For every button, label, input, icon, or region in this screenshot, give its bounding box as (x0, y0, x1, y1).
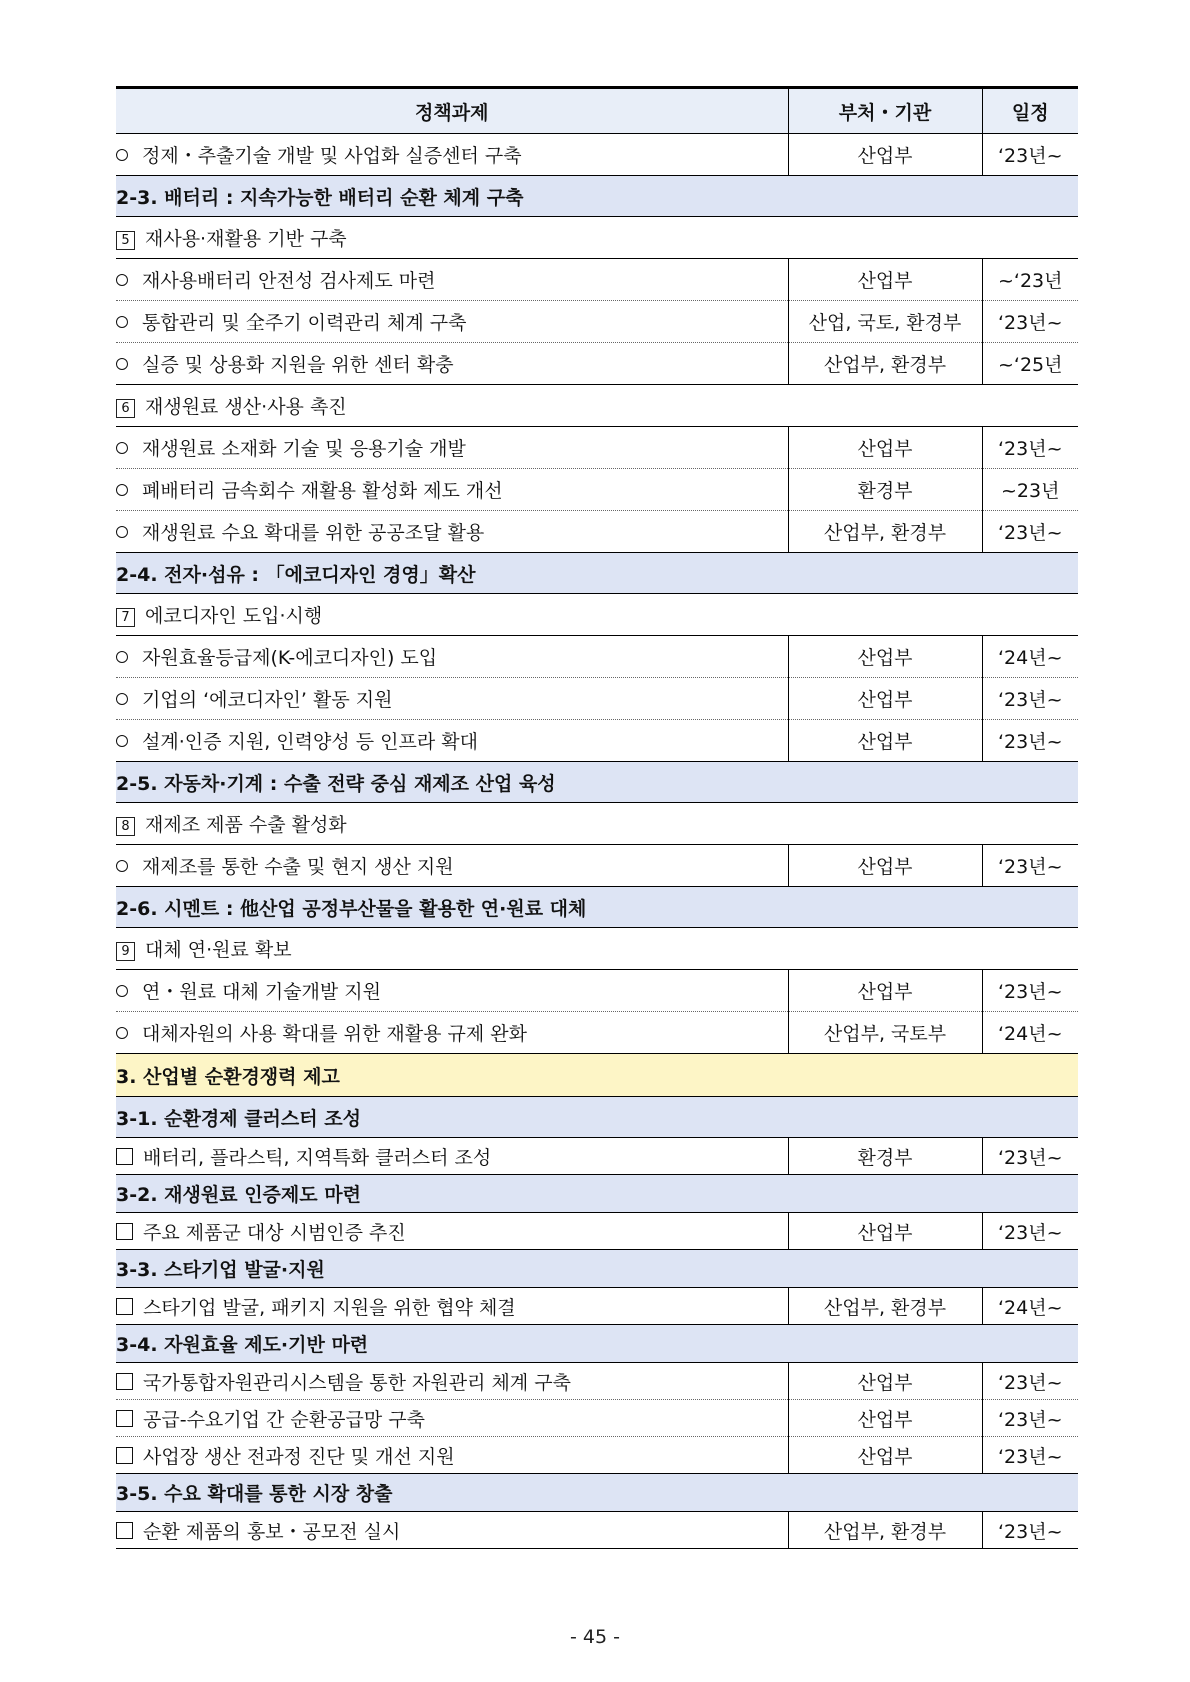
section-row (116, 553, 1078, 594)
schedule-cell: ‘24년~ (982, 636, 1078, 678)
task-text: 재사용배터리 안전성 검사제도 마련 (142, 270, 436, 292)
task-cell (116, 970, 788, 1012)
circle-bullet-icon (116, 693, 128, 705)
task-text: 순환 제품의 홍보・공모전 실시 (143, 1520, 401, 1543)
numbered-box-icon: 6 (116, 399, 135, 418)
circle-bullet-icon (116, 1027, 128, 1039)
numbered-box-icon: 8 (116, 817, 135, 836)
schedule-cell: ‘23년~ (982, 845, 1078, 887)
schedule-cell: ‘23년~ (982, 301, 1078, 343)
table-row (116, 1012, 1078, 1054)
table-row (116, 511, 1078, 553)
group-row (116, 928, 1078, 970)
header-schedule: 일정 (982, 88, 1078, 134)
agency-cell: 산업부, 환경부 (788, 343, 982, 385)
schedule-cell: ~‘23년 (982, 259, 1078, 301)
task-text: 배터리, 플라스틱, 지역특화 클러스터 조성 (143, 1146, 492, 1169)
task-cell (116, 1437, 788, 1474)
task-text: 자원효율등급제(K-에코디자인) 도입 (142, 647, 438, 669)
table-row (116, 1512, 1078, 1549)
agency-cell: 산업부 (788, 427, 982, 469)
agency-cell: 산업부 (788, 970, 982, 1012)
schedule-cell: ‘23년~ (982, 511, 1078, 553)
circle-bullet-icon (116, 358, 128, 370)
table-row (116, 970, 1078, 1012)
task-text: 연・원료 대체 기술개발 지원 (142, 981, 382, 1003)
agency-cell: 산업, 국토, 환경부 (788, 301, 982, 343)
task-text: 주요 제품군 대상 시범인증 추진 (143, 1221, 406, 1244)
section-row (116, 1250, 1078, 1288)
task-text: 통합관리 및 全주기 이력관리 체계 구축 (142, 312, 467, 334)
table-row (116, 636, 1078, 678)
table-row (116, 1400, 1078, 1437)
table-row (116, 678, 1078, 720)
task-cell (116, 720, 788, 762)
agency-cell: 산업부 (788, 134, 982, 176)
group-row (116, 803, 1078, 845)
agency-cell: 산업부 (788, 720, 982, 762)
section-title: 3-3. 스타기업 발굴·지원 (116, 1250, 1078, 1288)
task-cell (116, 1363, 788, 1400)
circle-bullet-icon (116, 316, 128, 328)
section-title: 3-1. 순환경제 클러스터 조성 (116, 1097, 1078, 1138)
task-cell (116, 259, 788, 301)
task-text: 스타기업 발굴, 패키지 지원을 위한 협약 체결 (143, 1296, 516, 1319)
numbered-box-icon: 7 (116, 608, 135, 627)
section-title: 2-3. 배터리 : 지속가능한 배터리 순환 체계 구축 (116, 176, 1078, 217)
checkbox-square-icon (116, 1522, 133, 1539)
schedule-cell: ‘23년~ (982, 1138, 1078, 1175)
task-text: 재생원료 수요 확대를 위한 공공조달 활용 (142, 522, 485, 544)
checkbox-square-icon (116, 1410, 133, 1427)
schedule-cell: ‘23년~ (982, 134, 1078, 176)
agency-cell: 산업부 (788, 259, 982, 301)
section-row (116, 887, 1078, 928)
table-row (116, 134, 1078, 176)
agency-cell: 산업부, 환경부 (788, 511, 982, 553)
section-title: 2-5. 자동차·기계 : 수출 전략 중심 재제조 산업 육성 (116, 762, 1078, 803)
table-row (116, 343, 1078, 385)
circle-bullet-icon (116, 442, 128, 454)
policy-task-table (116, 86, 1078, 1549)
circle-bullet-icon (116, 526, 128, 538)
circle-bullet-icon (116, 860, 128, 872)
group-label: 재사용·재활용 기반 구축 (145, 228, 347, 250)
task-cell (116, 134, 788, 176)
section-title: 2-6. 시멘트 : 他산업 공정부산물을 활용한 연·원료 대체 (116, 887, 1078, 928)
agency-cell: 산업부 (788, 678, 982, 720)
section-title: 3-2. 재생원료 인증제도 마련 (116, 1175, 1078, 1213)
table-row (116, 1288, 1078, 1325)
task-cell (116, 469, 788, 511)
table-row (116, 427, 1078, 469)
schedule-cell: ‘23년~ (982, 427, 1078, 469)
table-row (116, 259, 1078, 301)
task-text: 폐배터리 금속회수 재활용 활성화 제도 개선 (142, 480, 503, 502)
numbered-box-icon: 5 (116, 231, 135, 250)
circle-bullet-icon (116, 149, 128, 161)
section-title: 3-4. 자원효율 제도·기반 마련 (116, 1325, 1078, 1363)
schedule-cell: ~‘25년 (982, 343, 1078, 385)
task-text: 사업장 생산 전과정 진단 및 개선 지원 (143, 1445, 455, 1468)
task-text: 대체자원의 사용 확대를 위한 재활용 규제 완화 (142, 1023, 527, 1045)
agency-cell: 산업부 (788, 845, 982, 887)
agency-cell: 환경부 (788, 469, 982, 511)
table-header-row (116, 88, 1078, 134)
header-task: 정책과제 (116, 88, 788, 134)
checkbox-square-icon (116, 1223, 133, 1240)
task-cell (116, 845, 788, 887)
schedule-cell: ‘24년~ (982, 1012, 1078, 1054)
group-label: 대체 연·원료 확보 (145, 939, 292, 961)
agency-cell: 산업부 (788, 636, 982, 678)
circle-bullet-icon (116, 484, 128, 496)
section-row (116, 1474, 1078, 1512)
task-cell (116, 1012, 788, 1054)
section-row (116, 762, 1078, 803)
task-cell (116, 1288, 788, 1325)
task-text: 국가통합자원관리시스템을 통한 자원관리 체계 구축 (143, 1371, 571, 1394)
table-row (116, 1437, 1078, 1474)
section-row (116, 176, 1078, 217)
group-title (116, 803, 1078, 845)
table-row (116, 301, 1078, 343)
group-label: 재제조 제품 수출 활성화 (145, 814, 347, 836)
task-cell (116, 1512, 788, 1549)
section-row (116, 1175, 1078, 1213)
task-cell (116, 301, 788, 343)
agency-cell: 산업부 (788, 1400, 982, 1437)
agency-cell: 산업부 (788, 1213, 982, 1250)
section-row (116, 1325, 1078, 1363)
task-cell (116, 343, 788, 385)
circle-bullet-icon (116, 651, 128, 663)
agency-cell: 산업부, 환경부 (788, 1288, 982, 1325)
table-row (116, 1363, 1078, 1400)
major-section-row (116, 1054, 1078, 1097)
group-title (116, 385, 1078, 427)
group-title (116, 594, 1078, 636)
table-row (116, 469, 1078, 511)
schedule-cell: ‘23년~ (982, 1512, 1078, 1549)
circle-bullet-icon (116, 274, 128, 286)
schedule-cell: ‘23년~ (982, 720, 1078, 762)
agency-cell: 산업부 (788, 1363, 982, 1400)
checkbox-square-icon (116, 1148, 133, 1165)
checkbox-square-icon (116, 1373, 133, 1390)
group-label: 에코디자인 도입·시행 (145, 605, 323, 627)
agency-cell: 환경부 (788, 1138, 982, 1175)
agency-cell: 산업부 (788, 1437, 982, 1474)
group-label: 재생원료 생산·사용 촉진 (145, 396, 347, 418)
task-cell (116, 636, 788, 678)
schedule-cell: ‘23년~ (982, 1213, 1078, 1250)
schedule-cell: ‘23년~ (982, 1437, 1078, 1474)
section-title: 3-5. 수요 확대를 통한 시장 창출 (116, 1474, 1078, 1512)
task-text: 재제조를 통한 수출 및 현지 생산 지원 (142, 856, 454, 878)
task-cell (116, 1213, 788, 1250)
task-text: 재생원료 소재화 기술 및 응용기술 개발 (142, 438, 466, 460)
schedule-cell: ‘23년~ (982, 1400, 1078, 1437)
schedule-cell: ~23년 (982, 469, 1078, 511)
table-row (116, 1213, 1078, 1250)
schedule-cell: ‘23년~ (982, 1363, 1078, 1400)
group-row (116, 217, 1078, 259)
task-cell (116, 1400, 788, 1437)
task-text: 정제・추출기술 개발 및 사업화 실증센터 구축 (142, 145, 522, 167)
table-row (116, 720, 1078, 762)
schedule-cell: ‘23년~ (982, 970, 1078, 1012)
task-cell (116, 678, 788, 720)
section-title: 2-4. 전자·섬유 : 「에코디자인 경영」확산 (116, 553, 1078, 594)
schedule-cell: ‘24년~ (982, 1288, 1078, 1325)
group-title (116, 928, 1078, 970)
task-cell (116, 511, 788, 553)
page-number: - 45 - (570, 1626, 620, 1648)
checkbox-square-icon (116, 1447, 133, 1464)
agency-cell: 산업부, 국토부 (788, 1012, 982, 1054)
table-row (116, 1138, 1078, 1175)
task-cell (116, 1138, 788, 1175)
group-title (116, 217, 1078, 259)
circle-bullet-icon (116, 735, 128, 747)
task-text: 실증 및 상용화 지원을 위한 센터 확충 (142, 354, 454, 376)
task-text: 설계·인증 지원, 인력양성 등 인프라 확대 (142, 731, 478, 753)
group-row (116, 385, 1078, 427)
numbered-box-icon: 9 (116, 942, 135, 961)
major-section-title: 3. 산업별 순환경쟁력 제고 (116, 1054, 1078, 1097)
table-row (116, 845, 1078, 887)
task-text: 기업의 ‘에코디자인’ 활동 지원 (142, 689, 393, 711)
section-row (116, 1097, 1078, 1138)
schedule-cell: ‘23년~ (982, 678, 1078, 720)
task-text: 공급-수요기업 간 순환공급망 구축 (143, 1408, 425, 1431)
checkbox-square-icon (116, 1298, 133, 1315)
circle-bullet-icon (116, 985, 128, 997)
group-row (116, 594, 1078, 636)
task-cell (116, 427, 788, 469)
agency-cell: 산업부, 환경부 (788, 1512, 982, 1549)
header-agency: 부처・기관 (788, 88, 982, 134)
